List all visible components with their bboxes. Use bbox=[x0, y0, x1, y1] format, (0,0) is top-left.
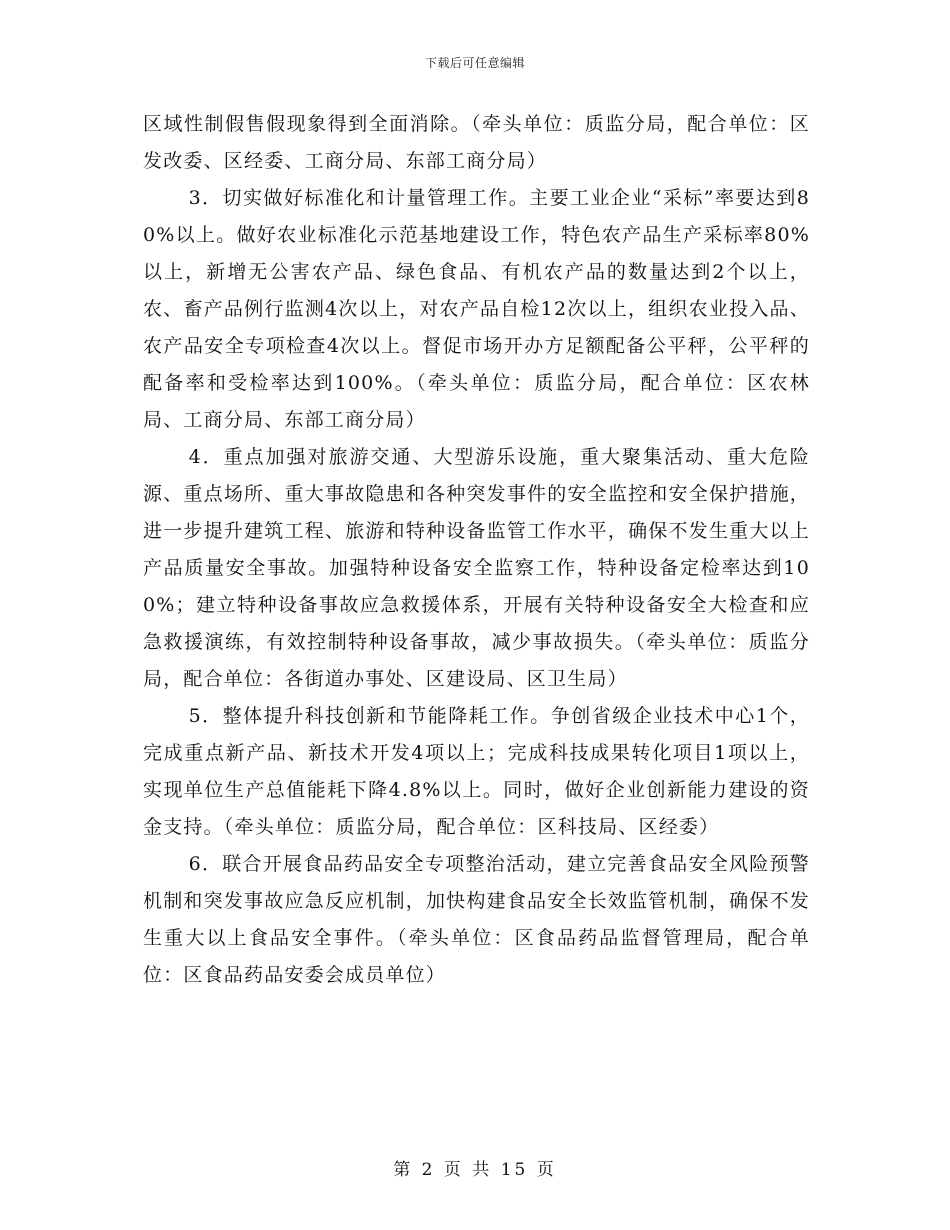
paragraph-item-3: 3．切实做好标准化和计量管理工作。主要工业企业“采标”率要达到80%以上。做好农业标准化示范基地建设工作，特色农产品生产采标率80%以上，新增无公害农产品、绿色食品、有机农产品的数量达到2个以上，农、畜产品例行监测4次以上，对农产品自检12次以上，组织农业投入品、农产品安全专项检查4次以上。督促市场开办方足额配备公平秤，公平秤的配备率和受检率达到100%。（牵头单位：质监分局，配合单位：区农林局、工商分局、东部工商分局） bbox=[143, 187, 810, 431]
page-number-footer: 第 2 页 共 15 页 bbox=[393, 1160, 557, 1180]
document-body bbox=[143, 106, 810, 994]
paragraph-item-5: 5．整体提升科技创新和节能降耗工作。争创省级企业技术中心1个，完成重点新产品、新技术开发4项以上；完成科技成果转化项目1项以上，实现单位生产总值能耗下降4.8%以上。同时，做好企业创新能力建设的资金支持。（牵头单位：质监分局，配合单位：区科技局、区经委） bbox=[143, 705, 810, 838]
page-header-note: 下载后可任意编辑 bbox=[424, 56, 525, 70]
paragraph-item-6: 6．联合开展食品药品安全专项整治活动，建立完善食品安全风险预警机制和突发事故应急反应机制，加快构建食品安全长效监管机制，确保不发生重大以上食品安全事件。（牵头单位：区食品药品监督管理局，配合单位：区食品药品安委会成员单位） bbox=[143, 853, 810, 986]
paragraph-item-4: 4．重点加强对旅游交通、大型游乐设施，重大聚集活动、重大危险源、重点场所、重大事故隐患和各种突发事件的安全监控和安全保护措施，进一步提升建筑工程、旅游和特种设备监管工作水平，确保不发生重大以上产品质量安全事故。加强特种设备安全监察工作，特种设备定检率达到100%；建立特种设备事故应急救援体系，开展有关特种设备安全大检查和应急救援演练，有效控制特种设备事故，减少事故损失。（牵头单位：质监分局，配合单位：各街道办事处、区建设局、区卫生局） bbox=[143, 446, 810, 690]
paragraph-continuation: 区域性制假售假现象得到全面消除。（牵头单位：质监分局，配合单位：区发改委、区经委、工商分局、东部工商分局） bbox=[143, 113, 810, 172]
